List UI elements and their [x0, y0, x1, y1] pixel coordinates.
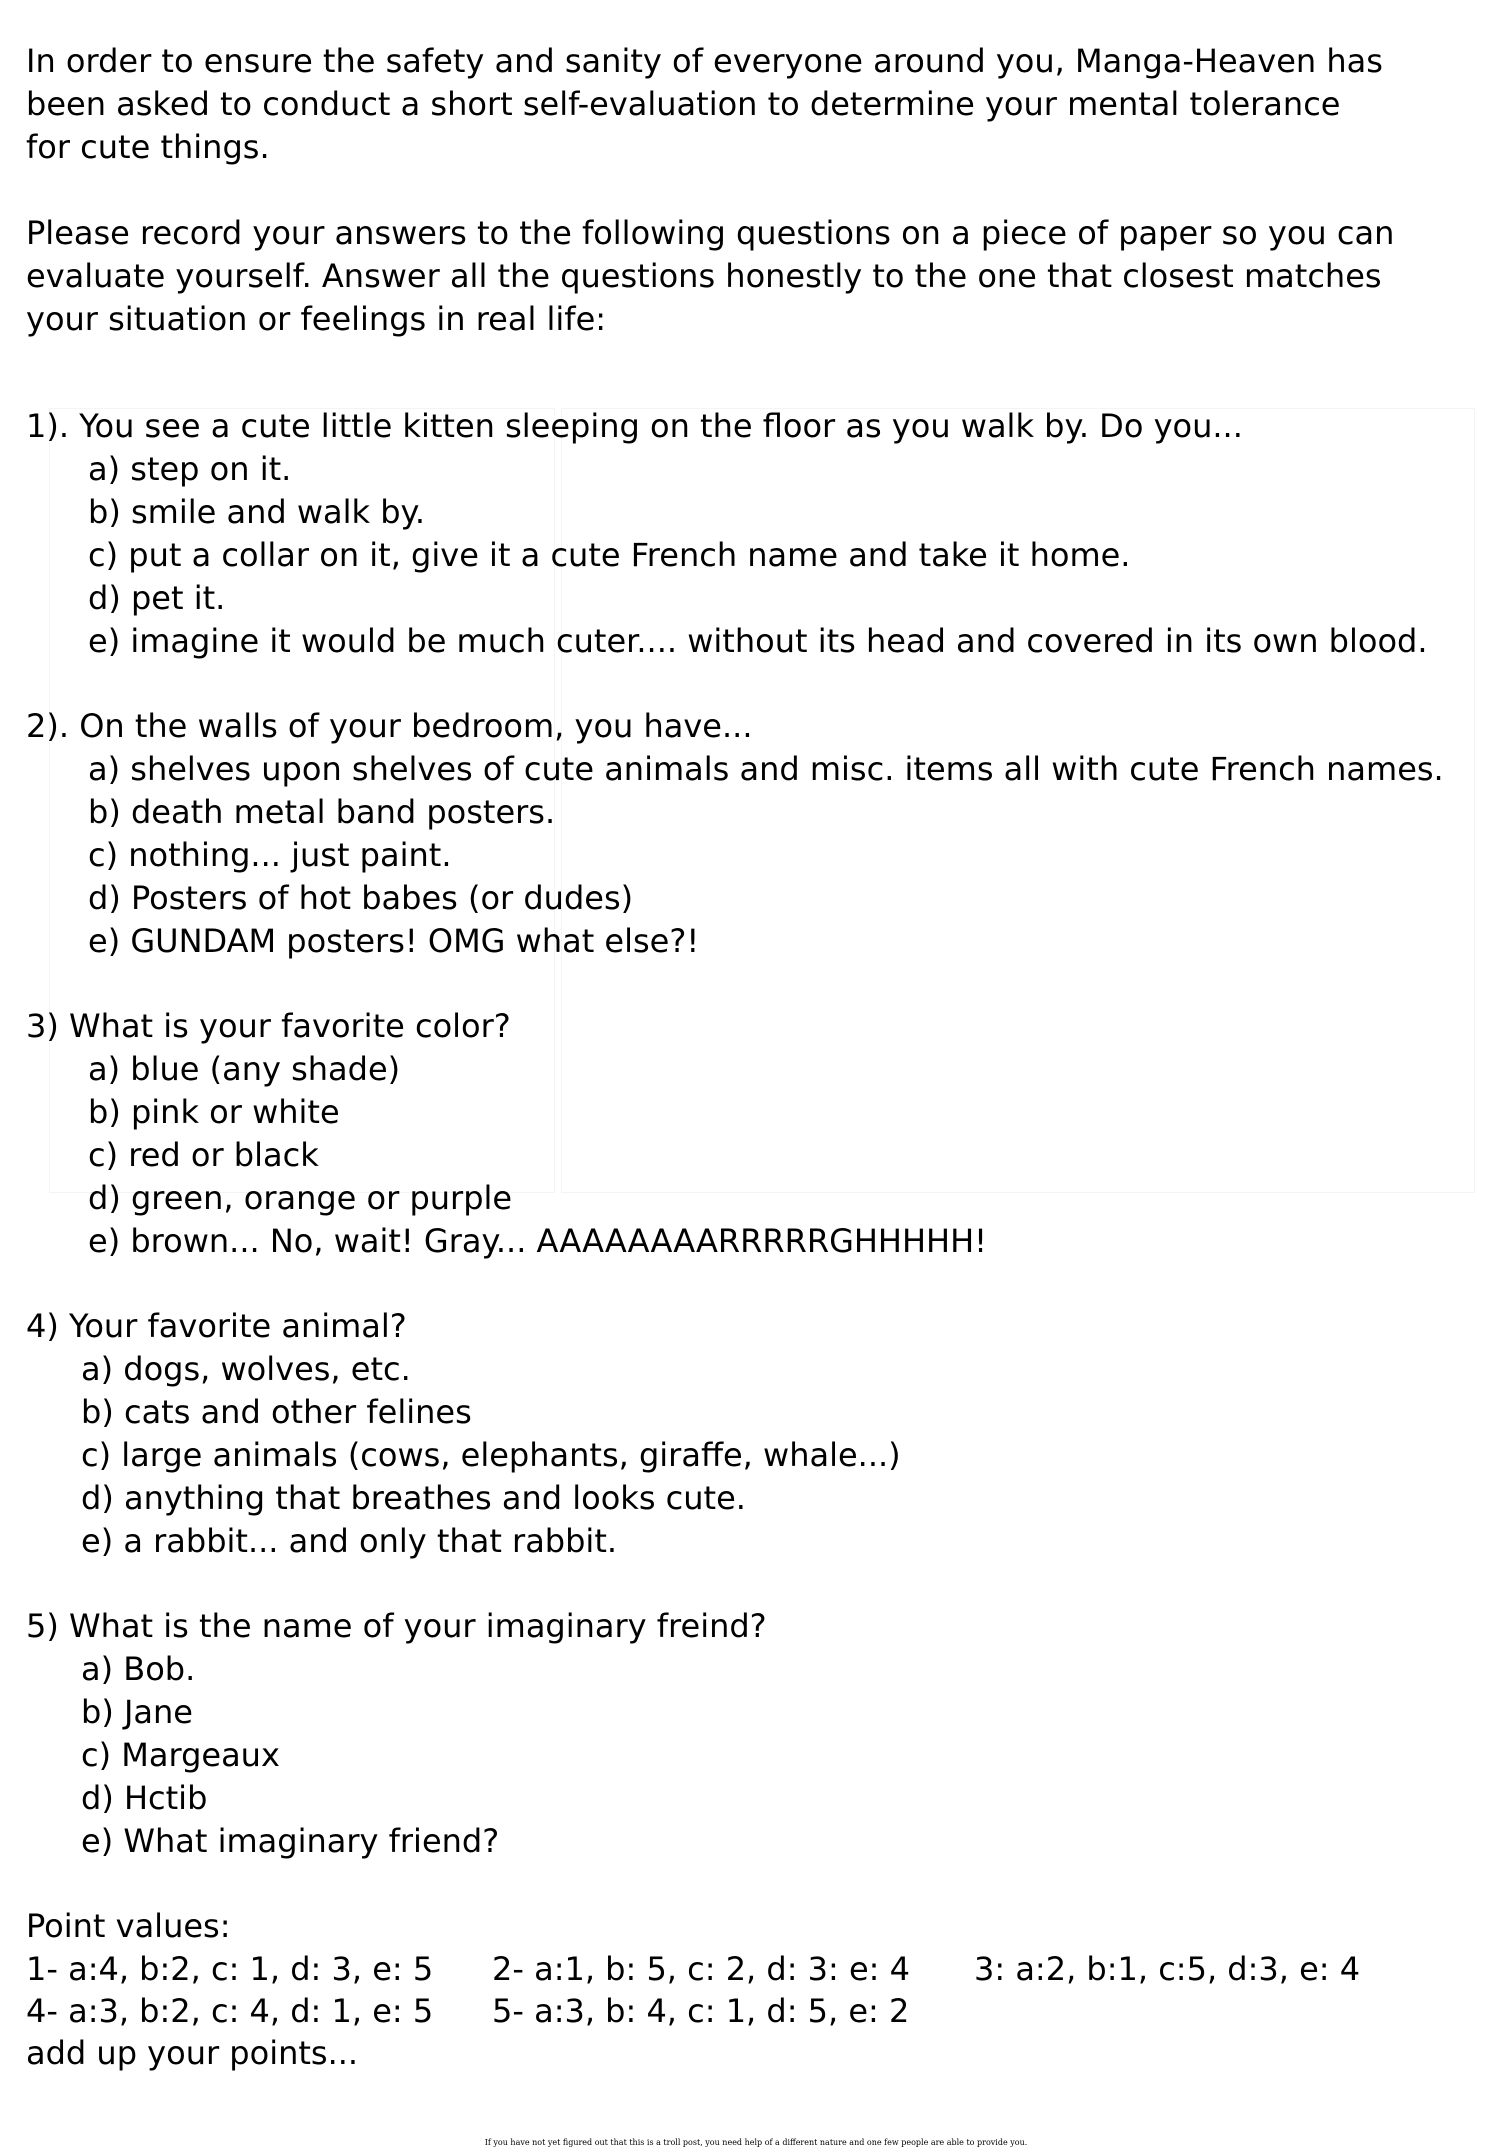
intro-line: your situation or feelings in real life: [26, 300, 607, 338]
question-4 [26, 1305, 1506, 1563]
question-prompt: 4) Your favorite animal? [26, 1307, 407, 1345]
question-5 [26, 1605, 1506, 1863]
intro-line: Please record your answers to the following questions on a piece of paper so you can [26, 214, 1395, 252]
question-prompt: 3) What is your favorite color? [26, 1007, 511, 1045]
answer-option: e) brown... No, wait! Gray... AAAAAAAARRRRRGHHHHH! [88, 1222, 987, 1260]
answer-option: b) cats and other felines [81, 1393, 472, 1431]
answer-option: a) Bob. [81, 1650, 196, 1688]
answer-option: a) step on it. [88, 450, 292, 488]
point-values-heading: Point values: [26, 1907, 231, 1945]
footnote: If you have not yet figured out that this is a troll post, you need help of a different nature and one few people are able to provide you. [484, 2138, 1028, 2147]
answer-option: c) large animals (cows, elephants, giraffe, whale...) [81, 1436, 901, 1474]
intro-paragraph-1 [26, 40, 1506, 169]
answer-option: d) green, orange or purple [88, 1179, 513, 1217]
answer-option: c) Margeaux [81, 1736, 280, 1774]
answer-option: a) shelves upon shelves of cute animals and misc. items all with cute French names. [88, 750, 1444, 788]
point-values [26, 1905, 1506, 2075]
answer-option: d) Hctib [81, 1779, 208, 1817]
answer-option: b) death metal band posters. [88, 793, 556, 831]
question-prompt: 2). On the walls of your bedroom, you have... [26, 707, 753, 745]
point-values-q2: 2- a:1, b: 5, c: 2, d: 3: e: 4 [492, 1950, 910, 1988]
answer-option: b) pink or white [88, 1093, 340, 1131]
question-prompt: 5) What is the name of your imaginary freind? [26, 1607, 767, 1645]
answer-option: d) pet it. [88, 579, 226, 617]
answer-option: d) anything that breathes and looks cute. [81, 1479, 746, 1517]
intro-paragraph-2 [26, 212, 1506, 341]
question-2 [26, 705, 1506, 963]
answer-option: b) smile and walk by. [88, 493, 426, 531]
point-values-row [26, 1948, 1506, 1990]
point-values-q4: 4- a:3, b:2, c: 4, d: 1, e: 5 [26, 1992, 434, 2030]
point-values-q3: 3: a:2, b:1, c:5, d:3, e: 4 [974, 1950, 1361, 1988]
answer-option: c) put a collar on it, give it a cute French name and take it home. [88, 536, 1131, 574]
quiz-document [26, 40, 1506, 2075]
answer-option: e) GUNDAM posters! OMG what else?! [88, 922, 700, 960]
point-values-q5: 5- a:3, b: 4, c: 1, d: 5, e: 2 [492, 1992, 910, 2030]
answer-option: c) red or black [88, 1136, 319, 1174]
answer-option: e) a rabbit... and only that rabbit. [81, 1522, 618, 1560]
answer-option: b) Jane [81, 1693, 193, 1731]
intro-line: evaluate yourself. Answer all the questions honestly to the one that closest matches [26, 257, 1382, 295]
question-prompt: 1). You see a cute little kitten sleeping on the floor as you walk by. Do you... [26, 407, 1243, 445]
answer-option: a) blue (any shade) [88, 1050, 401, 1088]
question-1 [26, 405, 1506, 663]
answer-option: a) dogs, wolves, etc. [81, 1350, 411, 1388]
intro-line: In order to ensure the safety and sanity of everyone around you, Manga-Heaven has [26, 42, 1383, 80]
intro-line: been asked to conduct a short self-evaluation to determine your mental tolerance [26, 85, 1341, 123]
answer-option: c) nothing... just paint. [88, 836, 452, 874]
answer-option: e) imagine it would be much cuter.... without its head and covered in its own blood. [88, 622, 1428, 660]
question-3 [26, 1005, 1506, 1263]
answer-option: e) What imaginary friend? [81, 1822, 500, 1860]
intro-line: for cute things. [26, 128, 270, 166]
closing-line: add up your points... [26, 2034, 359, 2072]
point-values-q1: 1- a:4, b:2, c: 1, d: 3, e: 5 [26, 1950, 434, 1988]
point-values-row [26, 1990, 1506, 2032]
answer-option: d) Posters of hot babes (or dudes) [88, 879, 634, 917]
